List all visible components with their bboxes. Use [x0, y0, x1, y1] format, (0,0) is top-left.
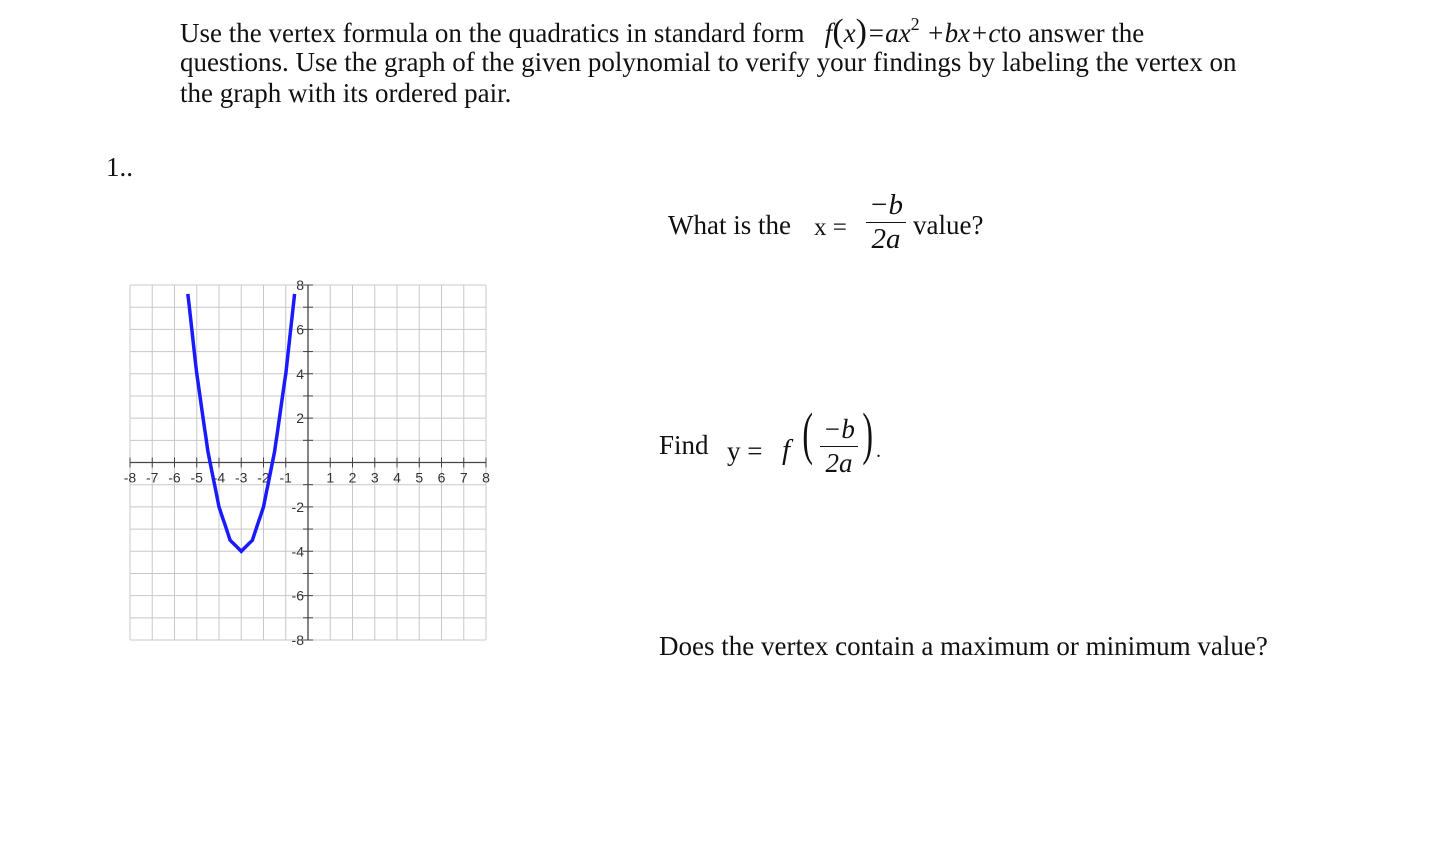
axes [130, 285, 486, 640]
formula-x: x [843, 18, 856, 48]
question-2-end: . [876, 440, 881, 462]
question-1-numerator: −b [868, 189, 904, 221]
formula-f: f [824, 18, 833, 48]
y-tick-label: -4 [291, 543, 304, 560]
x-tick-label: -2 [257, 469, 270, 486]
instructions-text-1: Use the vertex formula on the quadratics in standard form [180, 18, 805, 48]
formula-rhs-2: +bx+c [926, 18, 1001, 48]
y-tick-label: 4 [296, 365, 304, 382]
y-tick-label: -8 [291, 632, 304, 648]
question-1-x-equals: x = [814, 214, 847, 241]
x-tick-label: -3 [235, 469, 248, 486]
question-2-denominator: 2a [825, 448, 853, 478]
y-tick-label: 6 [296, 321, 304, 338]
x-tick-label: -7 [146, 469, 159, 486]
question-2-numerator: −b [823, 414, 855, 444]
x-tick-label: 7 [459, 469, 468, 486]
question-2-y-equals: y = [727, 436, 763, 466]
x-tick-label: -5 [190, 469, 203, 486]
x-tick-label: 2 [348, 469, 357, 486]
y-tick-label: -6 [291, 587, 304, 604]
x-tick-label: -4 [212, 469, 226, 486]
right-paren: ) [862, 401, 873, 466]
x-tick-label: 5 [415, 469, 424, 486]
x-tick-label: 4 [393, 469, 401, 486]
question-2-prefix: Find [659, 430, 709, 460]
x-tick-label: 6 [437, 469, 446, 486]
x-tick-label: 8 [482, 469, 490, 486]
question-3: Does the vertex contain a maximum or minimum value? [659, 631, 1268, 661]
instructions-line-1-end: to answer the [1000, 18, 1145, 48]
formula-rhs-1: =ax [866, 18, 911, 48]
y-tick-label: 8 [296, 277, 304, 293]
question-2-f: f [782, 434, 791, 466]
y-tick-label: 2 [296, 410, 304, 427]
left-paren: ( [802, 401, 813, 466]
problem-number: 1.. [106, 152, 133, 182]
y-tick-label: -2 [291, 498, 304, 515]
x-tick-label: 3 [370, 469, 379, 486]
standard-form-formula: $f(x)=ax^2 +bx+c$ [824, 13, 1001, 50]
x-tick-label: -1 [279, 469, 292, 486]
question-1-prefix: What is the [668, 210, 791, 240]
instructions-line-3: the graph with its ordered pair. [180, 78, 512, 108]
x-tick-label: -8 [123, 469, 137, 486]
x-tick-label: -6 [168, 469, 181, 486]
question-1-denominator: 2a [871, 223, 901, 255]
question-1-suffix: value? [913, 210, 984, 240]
x-tick-label: 1 [326, 469, 335, 486]
formula-exponent: 2 [910, 14, 920, 34]
instructions-line-2: questions. Use the graph of the given polynomial to verify your findings by labeling the vertex on [180, 47, 1237, 77]
